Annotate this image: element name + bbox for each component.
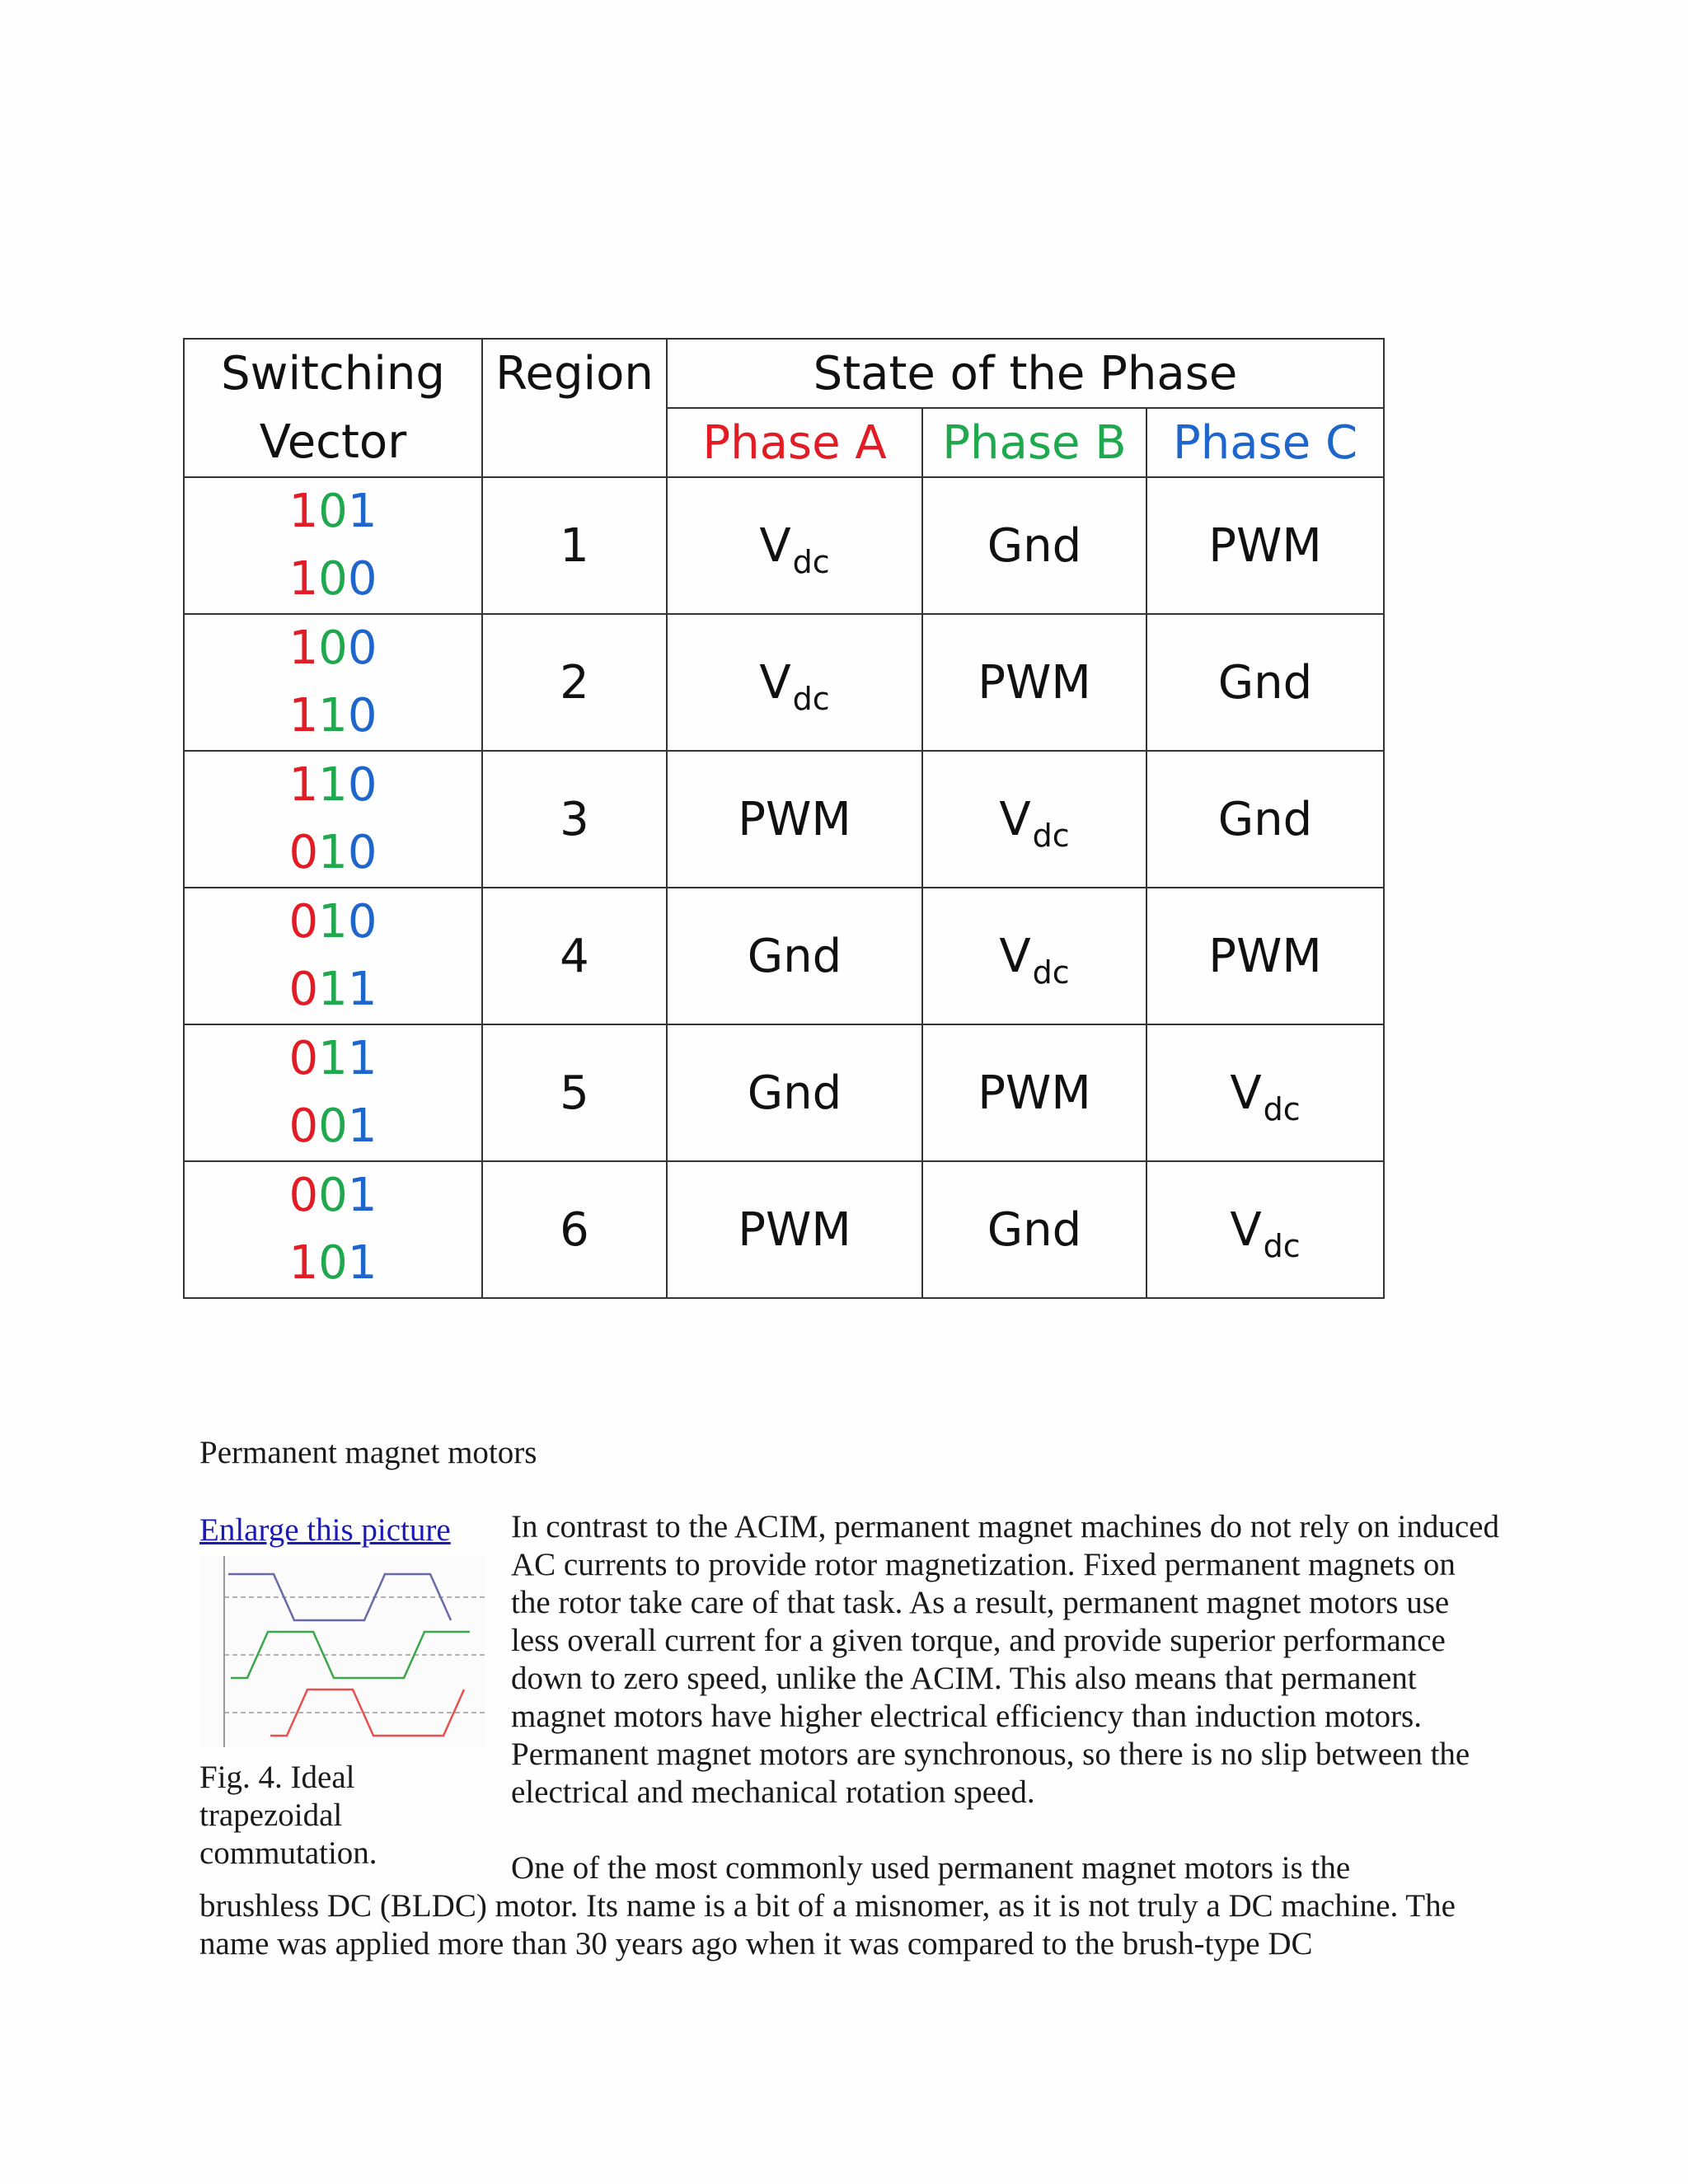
header-phase-c: Phase C [1146,408,1384,477]
table-row [184,888,1384,1024]
switching-vector-cell [184,751,482,888]
region-cell: 5 [482,1024,667,1161]
region-cell: 6 [482,1161,667,1298]
table-row [184,477,1384,614]
commutation-table [183,338,1385,1299]
phase-a-state-cell: PWM [667,1161,922,1298]
phase-a-state-cell: $V_{dc}$ [667,614,922,751]
switching-vector-code: 010 [288,895,377,949]
trapezoidal-commutation-figure[interactable] [199,1556,485,1747]
switching-vector-code: 101 [288,1236,377,1290]
phase-a-state-cell: $V_{dc}$ [667,477,922,614]
header-switching-vector: Switching Vector [184,339,482,477]
phase-c-state-cell: PWM [1146,477,1384,614]
table-row [184,1024,1384,1161]
header-region: Region [482,339,667,477]
region-cell: 3 [482,751,667,888]
phase-b-state-cell: $V_{dc}$ [922,751,1146,888]
switching-vector-code: 011 [288,1032,377,1085]
region-cell: 2 [482,614,667,751]
paragraph-acim-contrast: In contrast to the ACIM, permanent magnet machines do not rely on induced AC currents to provide rotor magnetization. Fixed permanent magnets on the rotor take care of that task. As a result, permanent magnet motors use less overall current for a given torque, and provide superior performance down to zero speed, unlike the ACIM. This also means that permanent magnet motors have higher electrical efficiency than induction motors. Permanent magnet motors are synchronous, so there is no slip between the electrical and mechanical rotation speed. [511,1509,1499,1810]
switching-vector-cell [184,1024,482,1161]
header-phase-b: Phase B [922,408,1146,477]
phase-c-state-cell: PWM [1146,888,1384,1024]
table-row [184,614,1384,751]
region-cell: 1 [482,477,667,614]
section-title: Permanent magnet motors [199,1435,537,1470]
phase-a-state-cell: Gnd [667,888,922,1024]
phase-a-state-cell: Gnd [667,1024,922,1161]
switching-vector-code: 010 [288,826,377,879]
switching-vector-code: 100 [288,552,377,606]
phase-c-state-cell: Gnd [1146,614,1384,751]
paragraph-bldc-continued: brushless DC (BLDC) motor. Its name is a bit of a misnomer, as it is not truly a DC machine. The name was applied more than 30 years ago when it was compared to the brush-type DC [199,1888,1456,1961]
switching-vector-code: 001 [288,1169,377,1222]
phase-b-state-cell: Gnd [922,1161,1146,1298]
phase-b-state-cell: PWM [922,1024,1146,1161]
phase-c-state-cell: $V_{dc}$ [1146,1024,1384,1161]
switching-vector-cell [184,614,482,751]
switching-vector-cell [184,477,482,614]
switching-vector-code: 110 [288,758,377,812]
phase-c-state-cell: Gnd [1146,751,1384,888]
switching-vector-code: 001 [288,1099,377,1153]
phase-c-state-cell: $V_{dc}$ [1146,1161,1384,1298]
switching-vector-code: 110 [288,689,377,743]
enlarge-picture-link[interactable]: Enlarge this picture [199,1512,451,1548]
switching-vector-cell [184,888,482,1024]
phase-a-state-cell: PWM [667,751,922,888]
switching-vector-code: 101 [288,485,377,538]
switching-vector-code: 011 [288,963,377,1016]
switching-vector-code: 100 [288,621,377,675]
phase-b-state-cell: PWM [922,614,1146,751]
header-phase-a: Phase A [667,408,922,477]
trapezoidal-waveform-graphic [199,1556,485,1747]
phase-b-state-cell: Gnd [922,477,1146,614]
table-row [184,751,1384,888]
table-row [184,1161,1384,1298]
figure-caption: Fig. 4. Ideal trapezoidal commutation. [199,1760,377,1871]
region-cell: 4 [482,888,667,1024]
paragraph-bldc-first-line: One of the most commonly used permanent magnet motors is the [511,1850,1351,1886]
phase-b-state-cell: $V_{dc}$ [922,888,1146,1024]
switching-vector-cell [184,1161,482,1298]
header-state-of-phase: State of the Phase [667,339,1384,408]
